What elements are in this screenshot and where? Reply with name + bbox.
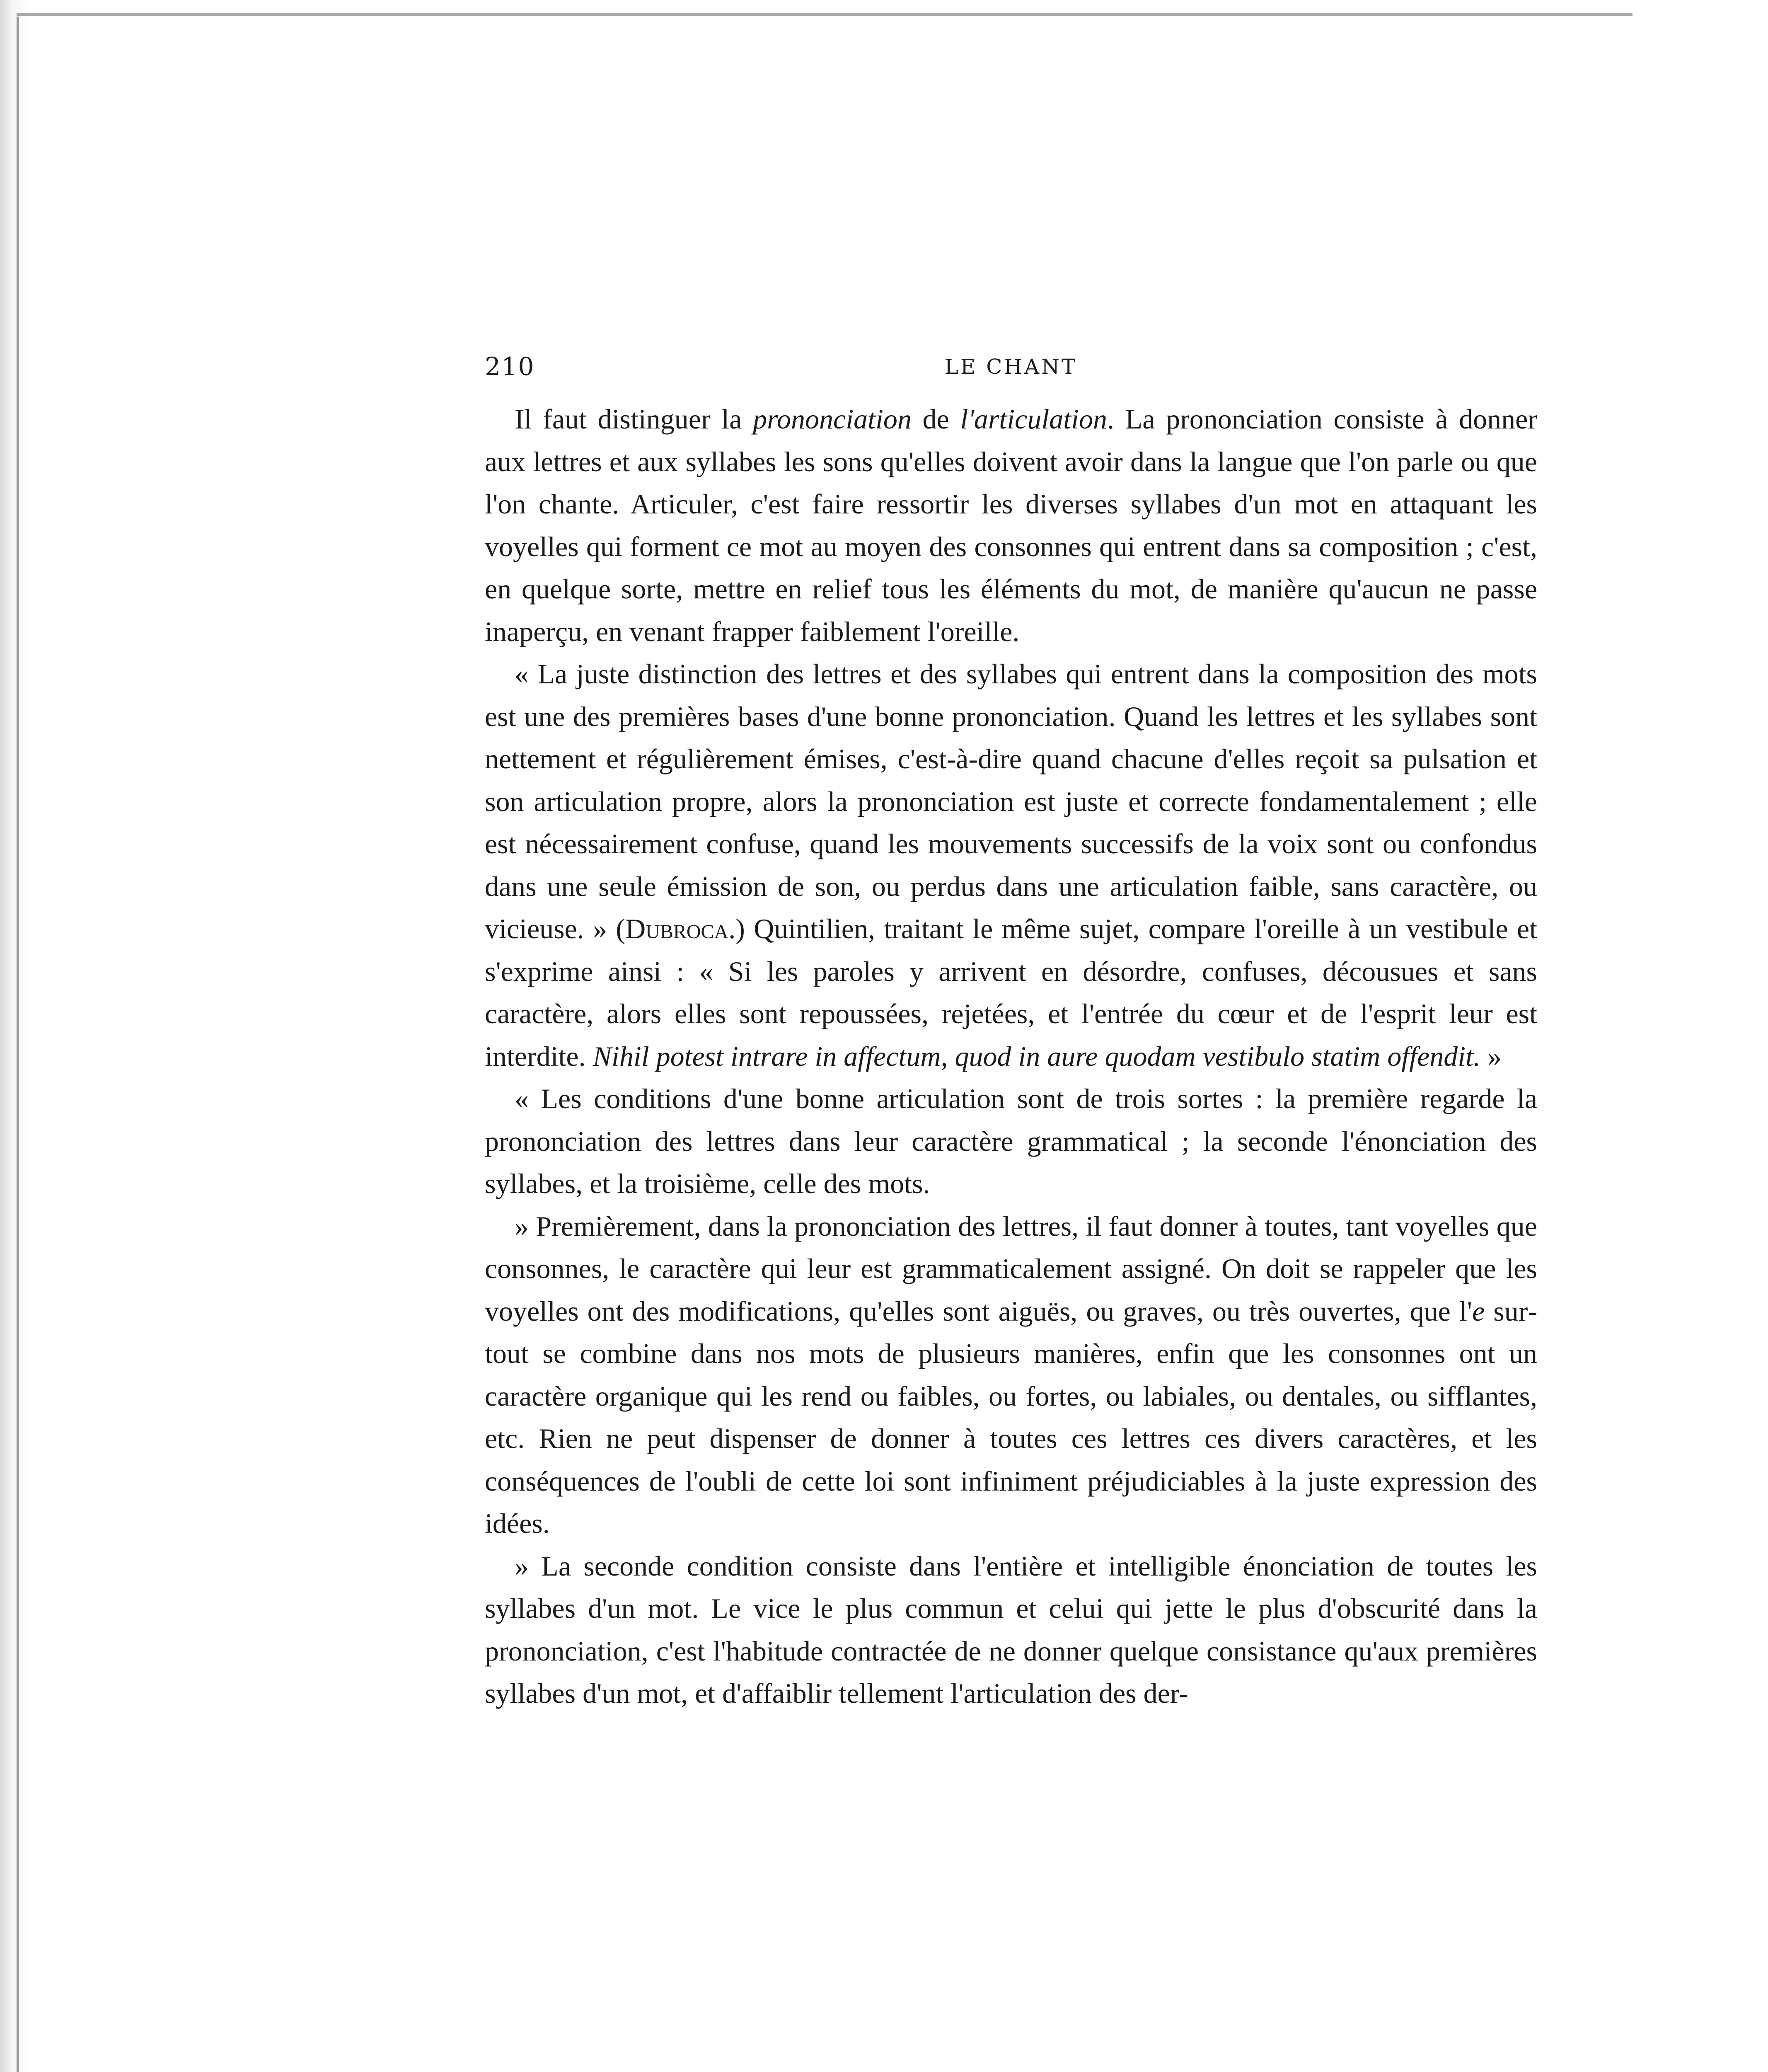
paragraph-4 (485, 1205, 1537, 1545)
term-articulation: l'articulation (960, 403, 1108, 435)
paragraph-2 (485, 653, 1537, 1077)
paragraph-4-text-a: » Premièrement, dans la prononciation des lettres, il faut donner à toutes, tant voyelles que consonnes, le caractère qui leur est grammaticalement assigné. On doit se rappeler que les voyelles ont des modifications, qu'elles sont aiguës, ou graves, ou très ouvertes, que l' (485, 1210, 1537, 1327)
term-prononciation: prononciation (753, 403, 912, 435)
running-title: LE CHANT (944, 355, 1078, 379)
paragraph-4-text-b: surtout se combine dans nos mots de plusieurs manières, enfin que les consonnes ont un caractère organique qui les rend ou faibles, ou fortes, ou labiales, ou dentales, ou sifflantes, etc. Rien ne peut dispenser de donner à toutes ces lettres ces divers caractères, et les conséquences de l'oubli de cette loi sont infiniment préjudiciables à la juste expression des idées. (485, 1295, 1537, 1539)
latin-quotation: Nihil potest intrare in affectum, quod in aure quodam vestibulo statim offendit. (593, 1040, 1481, 1072)
running-head (485, 352, 1537, 398)
scan-edge-line-left (17, 17, 19, 2072)
paragraph-1-text-a: Il faut distinguer la (515, 403, 753, 435)
paragraph-1 (485, 398, 1537, 653)
book-page (485, 352, 1537, 1715)
paragraph-2-text-b: .) Quintilien, traitant le même sujet, compare l'oreille à un vestibule et s'exprime ainsi : « Si les paroles y arrivent en désordre, confuses, décousues et sans caractère, alors elles sont repoussées, rejetées, et l'entrée du cœur et de l'esprit leur est interdite. (485, 913, 1537, 1072)
author-citation: Dubroca (625, 913, 729, 944)
letter-e: e (1472, 1295, 1485, 1327)
paragraph-2-text-c: » (1480, 1040, 1502, 1072)
scan-edge-line-top (17, 13, 1633, 16)
paragraph-3: « Les conditions d'une bonne articulation sont de trois sortes : la première regarde la prononciation des lettres dans leur caractère grammatical ; la seconde l'énonciation des syllabes, et la troisième, celle des mots. (485, 1083, 1537, 1199)
scan-margin-shadow (0, 0, 29, 2072)
paragraph-2-text-a: « La juste distinction des lettres et des syllabes qui entrent dans la composition des mots est une des premières bases d'une bonne prononciation. Quand les lettres et les syllabes sont nettement et régulièrement émises, c'est-à-dire quand chacune d'elles reçoit sa pulsation et son articulation propre, alors la prononciation est juste et correcte fondamentalement ; elle est nécessairement confuse, quand les mouvements successifs de la voix sont ou confondus dans une seule émission de son, ou perdus dans une articulation faible, sans caractère, ou vicieuse. » ( (485, 658, 1537, 944)
page-number: 210 (485, 352, 535, 381)
paragraph-1-text-b: de (911, 403, 960, 435)
paragraph-1-text-c: . La prononciation consiste à donner aux lettres et aux syllabes les sons qu'elles doivent avoir dans la langue que l'on parle ou que l'on chante. Articuler, c'est faire ressortir les diverses syllabes d'un mot en attaquant les voyelles qui forment ce mot au moyen des consonnes qui entrent dans sa composition ; c'est, en quelque sorte, mettre en relief tous les éléments du mot, de manière qu'aucun ne passe inaperçu, en venant frapper faiblement l'oreille. (485, 403, 1537, 647)
paragraph-5: » La seconde condition consiste dans l'entière et intelligible énonciation de toutes les syllabes d'un mot. Le vice le plus commun et celui qui jette le plus d'obscurité dans la prononciation, c'est l'habitude contractée de ne donner quelque consistance qu'aux premières syllabes d'un mot, et d'affaiblir tellement l'articulation des der- (485, 1550, 1537, 1709)
